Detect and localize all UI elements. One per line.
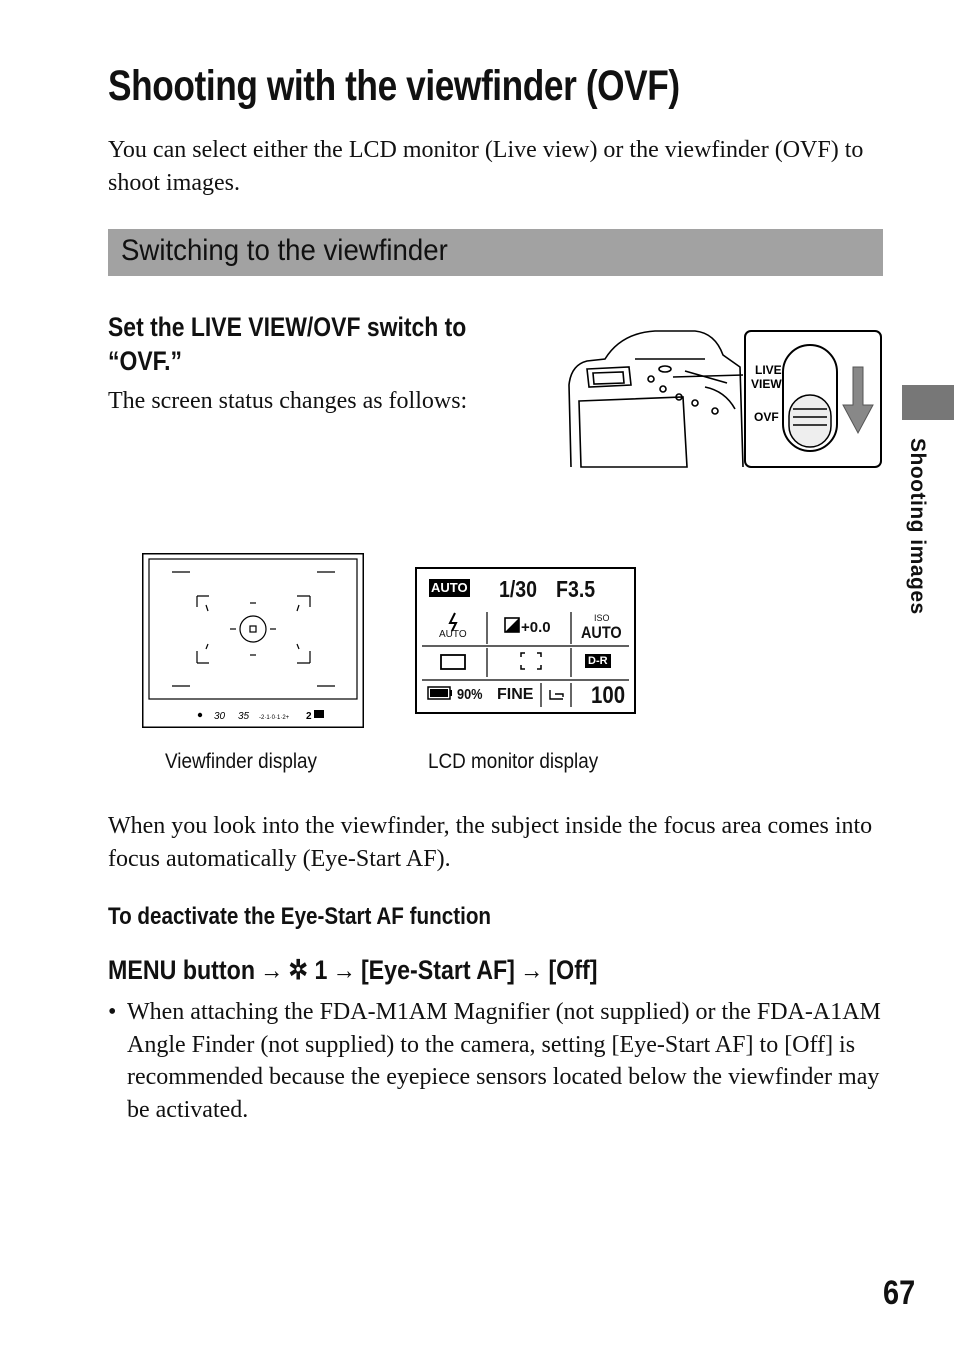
- note-bullet: [108, 996, 884, 1126]
- arrow-icon: →: [260, 955, 284, 985]
- gear-icon: ✲: [288, 955, 309, 985]
- switch-label-live: LIVE: [755, 363, 782, 377]
- vf-shutter-readout: 30: [214, 711, 226, 722]
- intro-paragraph: You can select either the LCD monitor (Live view) or the viewfinder (OVF) to shoot images.: [108, 137, 864, 196]
- lcd-image-quality: FINE: [497, 686, 534, 703]
- lcd-shutter-speed: 1/30: [499, 576, 538, 602]
- section-header-bar: [108, 229, 883, 276]
- switch-label-ovf: OVF: [754, 410, 779, 424]
- chapter-tab: [902, 385, 954, 420]
- drive-mode-icon: [441, 655, 465, 669]
- camera-illustration: [565, 325, 885, 473]
- vf-exposure-scale: -2·1·0·1·2+: [259, 715, 290, 721]
- eye-start-paragraph: When you look into the viewfinder, the subject inside the focus area comes into focus automatically (Eye-Start AF).: [108, 813, 873, 872]
- menu-path: [108, 955, 597, 986]
- lcd-iso-label: ISO: [594, 613, 610, 623]
- lcd-flash-mode: AUTO: [439, 629, 467, 640]
- lcd-caption: LCD monitor display: [428, 750, 599, 773]
- focus-area-icon: [521, 653, 541, 669]
- arrow-icon: →: [520, 955, 544, 985]
- page-title: Shooting with the viewfinder (OVF): [108, 62, 680, 110]
- arrow-icon: →: [332, 955, 356, 985]
- vf-aperture-readout: 35: [238, 711, 250, 722]
- shooting-mode-icon: AUTO: [431, 580, 468, 595]
- dro-icon: D-R: [585, 654, 611, 668]
- section-title: Switching to the viewfinder: [121, 234, 448, 267]
- step-description: The screen status changes as follows:: [108, 388, 468, 414]
- viewfinder-caption: Viewfinder display: [165, 750, 317, 773]
- sub-heading: To deactivate the Eye-Start AF function: [108, 903, 492, 930]
- menu-button-label: MENU button: [108, 955, 256, 985]
- bullet-marker: •: [108, 999, 117, 1025]
- lcd-aperture: F3.5: [556, 576, 596, 602]
- lcd-remaining-shots: 100: [591, 682, 626, 709]
- chapter-label: Shooting images: [906, 438, 929, 615]
- lcd-battery-level: 90%: [457, 686, 483, 703]
- menu-gear-number: 1: [314, 955, 328, 985]
- vf-remaining-readout: 2: [306, 711, 312, 722]
- aspect-ratio-icon: [550, 690, 563, 699]
- lcd-iso-value: AUTO: [581, 623, 622, 642]
- menu-item: [Eye-Start AF]: [360, 955, 515, 985]
- switch-label-view: VIEW: [751, 377, 782, 391]
- lcd-exposure-value: +0.0: [521, 619, 551, 636]
- vf-shake-icon: [314, 710, 324, 718]
- lcd-monitor-display: [415, 567, 636, 714]
- viewfinder-display: [142, 553, 364, 728]
- menu-value: [Off]: [548, 955, 598, 985]
- step-heading: Set the LIVE VIEW/OVF switch to “OVF.”: [108, 312, 467, 376]
- page-number: 67: [883, 1274, 916, 1312]
- note-text: When attaching the FDA-M1AM Magnifier (not supplied) or the FDA-A1AM Angle Finder (not supplied) to the camera, setting [Eye-Start AF] to [Off] is recommended because the eyepiece sensors located below the viewfinder may be activated.: [127, 999, 881, 1123]
